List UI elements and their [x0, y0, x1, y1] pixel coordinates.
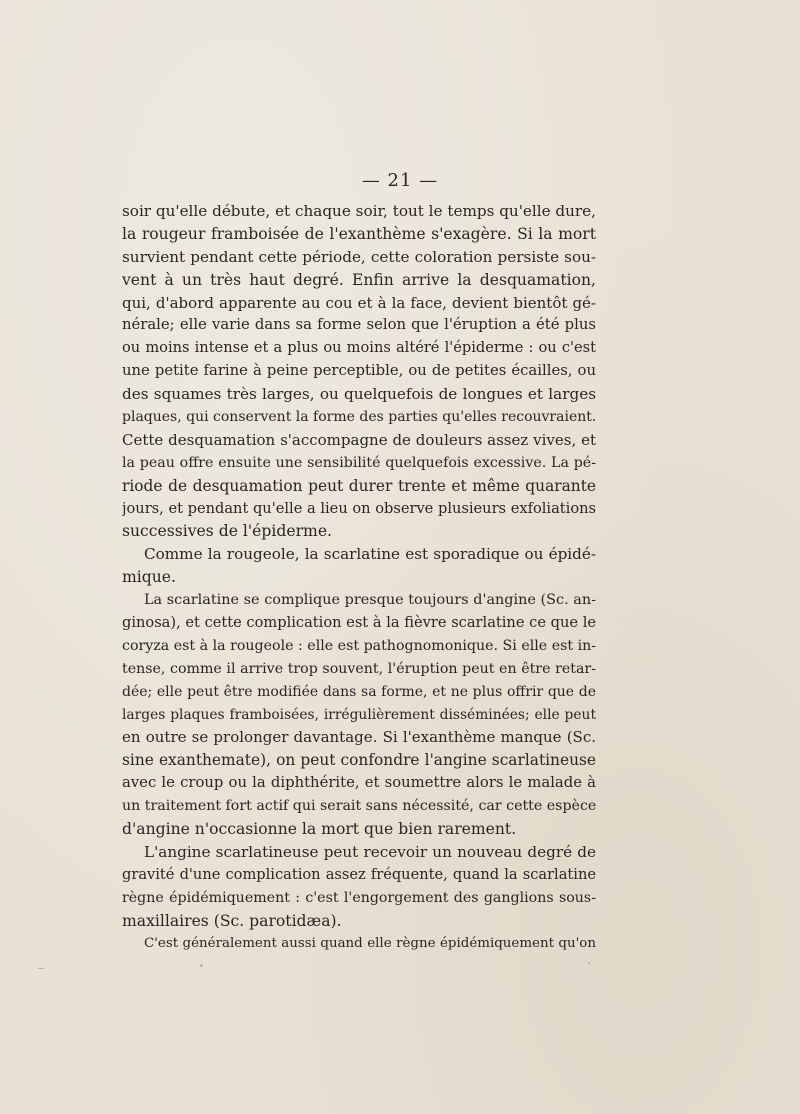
text-line: mique. [122, 568, 176, 587]
text-line: dée; elle peut être modifiée dans sa forme, et ne plus offrir que de [122, 683, 596, 700]
paper-speck [588, 962, 590, 964]
text-line: un traitement fort actif qui serait sans nécessité, car cette espèce [122, 798, 596, 815]
text-line: la rougeur framboisée de l'exanthème s'exagère. Si la mort [122, 224, 596, 243]
text-line: gravité d'une complication assez fréquente, quand la scarlatine [122, 865, 596, 883]
page-number: — 21 — [361, 170, 439, 191]
paper-speck [200, 964, 203, 967]
text-line: avec le croup ou la diphthérite, et soumettre alors le malade à [122, 774, 596, 792]
text-line: C'est généralement aussi quand elle règne épidémiquement qu'on [144, 935, 596, 951]
text-line: règne épidémiquement : c'est l'engorgement des ganglions sous- [122, 889, 596, 906]
text-line: riode de desquamation peut durer trente et même quarante [122, 476, 596, 495]
text-line: en outre se prolonger davantage. Si l'exanthème manque (Sc. [122, 728, 596, 747]
text-line: des squames très larges, ou quelquefois de longues et larges [122, 385, 596, 404]
paper-speck [38, 968, 44, 969]
text-line: soir qu'elle débute, et chaque soir, tout le temps qu'elle dure, [122, 202, 596, 220]
text-line: tense, comme il arrive trop souvent, l'éruption peut en être retar- [122, 660, 596, 677]
text-line: une petite farine à peine perceptible, ou de petites écailles, ou [122, 362, 596, 380]
text-line: Comme la rougeole, la scarlatine est sporadique ou épidé- [144, 545, 596, 564]
text-line: coryza est à la rougeole : elle est pathognomonique. Si elle est in- [122, 637, 596, 654]
text-line: nérale; elle varie dans sa forme selon que l'éruption a été plus [122, 316, 596, 334]
text-line: larges plaques framboisées, irrégulièrement disséminées; elle peut [122, 706, 596, 723]
text-line: Cette desquamation s'accompagne de douleurs assez vives, et [122, 430, 596, 449]
text-line: la peau offre ensuite une sensibilité quelquefois excessive. La pé- [122, 454, 596, 471]
text-line: successives de l'épiderme. [122, 522, 333, 541]
text-line: L'angine scarlatineuse peut recevoir un nouveau degré de [144, 842, 596, 861]
text-line: ou moins intense et a plus ou moins altéré l'épiderme : ou c'est [122, 339, 596, 357]
text-line: qui, d'abord apparente au cou et à la face, devient bientôt gé- [122, 293, 596, 312]
text-line: jours, et pendant qu'elle a lieu on observe plusieurs exfoliations [122, 499, 596, 517]
body-text [122, 200, 596, 955]
text-line: ginosa), et cette complication est à la fièvre scarlatine ce que le [122, 614, 596, 632]
text-line: vent à un très haut degré. Enfin arrive la desquamation, [122, 270, 596, 289]
text-line: plaques, qui conservent la forme des parties qu'elles recouvraient. [122, 409, 596, 426]
text-line: La scarlatine se complique presque toujours d'angine (Sc. an- [144, 592, 596, 609]
text-line: sine exanthemate), on peut confondre l'angine scarlatineuse [122, 751, 596, 770]
text-line: survient pendant cette période, cette coloration persiste sou- [122, 247, 596, 266]
text-line: d'angine n'occasionne la mort que bien rarement. [122, 820, 517, 839]
text-line: maxillaires (Sc. parotidæa). [122, 911, 342, 930]
